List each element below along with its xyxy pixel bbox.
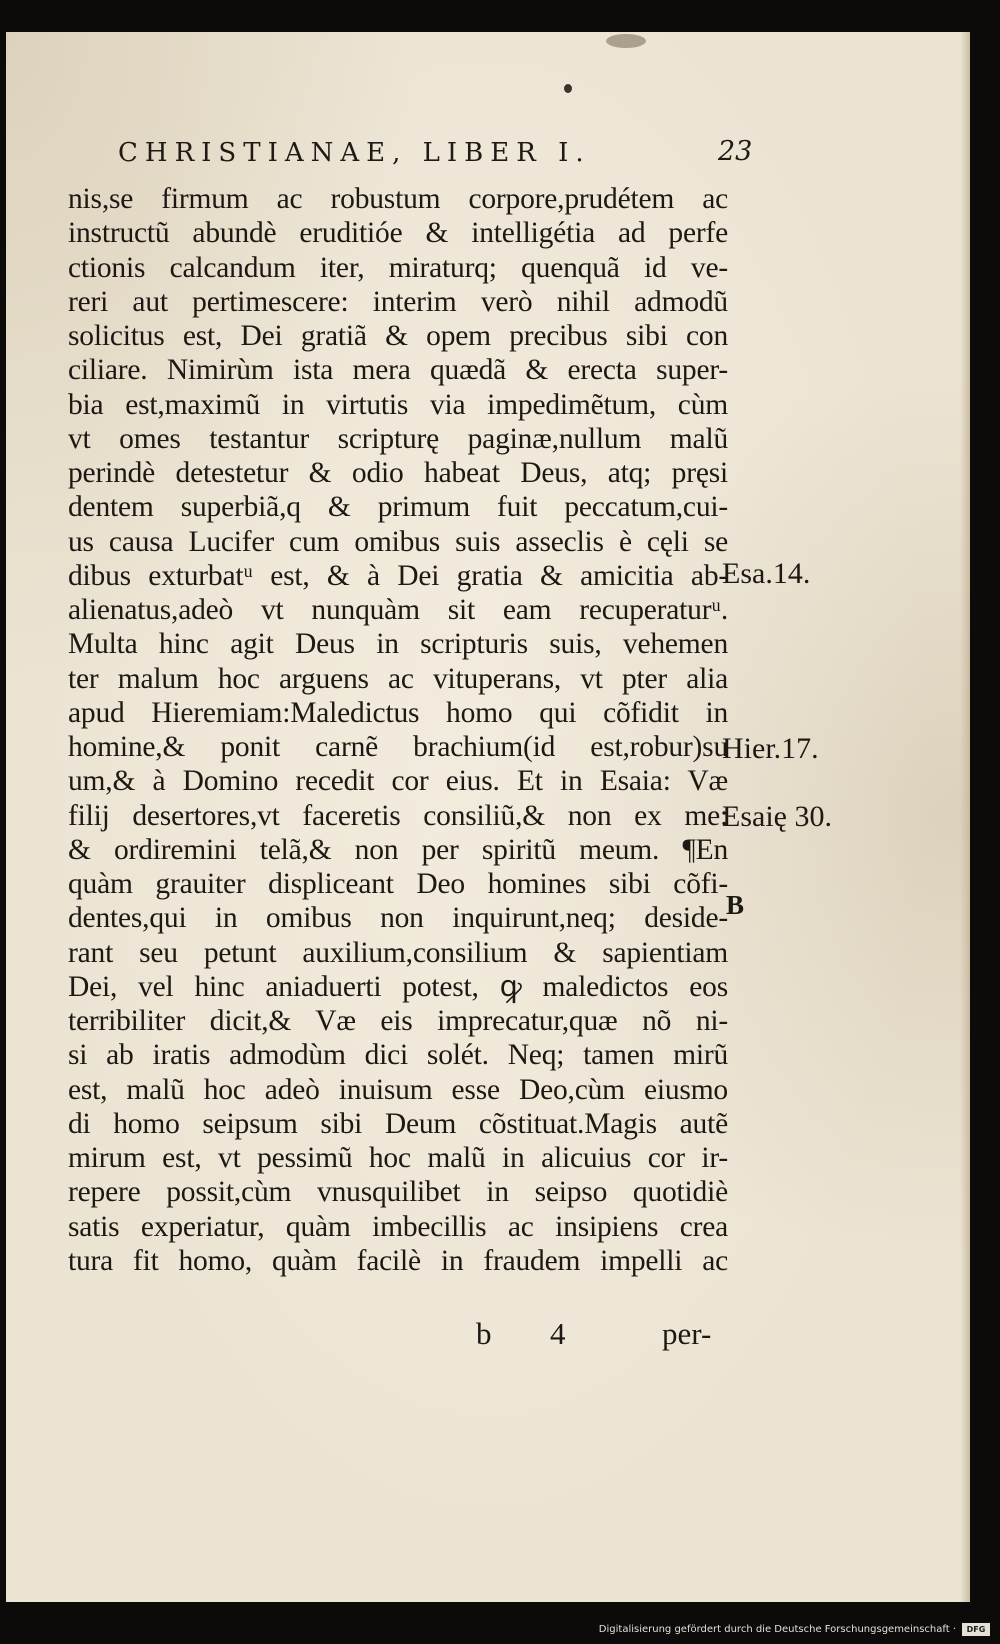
section-marker: B bbox=[726, 890, 745, 920]
text-line: dibus exturbatᵘ est, & à Dei gratia & amicitia ab- bbox=[68, 559, 728, 592]
text-line: bia est,maximũ in virtutis via impedimẽtum, cùm bbox=[68, 388, 728, 421]
text-line: satis experiatur, quàm imbecillis ac insipiens crea bbox=[68, 1210, 728, 1243]
text-line: repere possit,cùm vnusquilibet in seipso quotidiè bbox=[68, 1176, 728, 1209]
text-line: us causa Lucifer cum omibus suis asseclis è cęli se bbox=[68, 525, 728, 558]
running-head: CHRISTIANAE, LIBER I. bbox=[118, 138, 591, 168]
text-line: quàm grauiter displiceant Deo homines sibi cõfi- bbox=[68, 868, 728, 900]
signature-mark: b bbox=[476, 1316, 492, 1351]
text-line: ctionis calcandum iter, miraturq; quenquã id ve- bbox=[68, 251, 728, 284]
page-number: 23 bbox=[718, 136, 753, 167]
text-line: est, malũ hoc adeò inuisum esse Deo,cùm eiusmo bbox=[68, 1073, 728, 1106]
text-line: vt omes testantur scripturę paginæ,nullum malũ bbox=[68, 422, 728, 455]
text-line: di homo seipsum sibi Deum cõstituat.Magis autẽ bbox=[68, 1107, 728, 1140]
text-line: instructũ abundè eruditióe & intelligétia ad perfe bbox=[68, 217, 728, 250]
marginal-note-esaie: Esaię 30. bbox=[722, 800, 832, 833]
text-line: rant seu petunt auxilium,consilium & sapientiam bbox=[68, 936, 728, 969]
text-line: ciliare. Nimirùm ista mera quædã & erecta super- bbox=[68, 354, 728, 387]
catchword: per- bbox=[662, 1316, 712, 1351]
dfg-logo: DFG bbox=[962, 1623, 990, 1636]
marginal-note-hier: Hier.17. bbox=[722, 732, 819, 765]
text-line: mirum est, vt pessimũ hoc malũ in alicuius cor ir- bbox=[68, 1142, 728, 1174]
funding-credit-bar bbox=[0, 1602, 1000, 1644]
text-line: & ordiremini telã,& non per spiritũ meum. ¶En bbox=[68, 833, 728, 866]
text-line: dentem superbiã,q & primum fuit peccatum,cui- bbox=[68, 491, 728, 524]
paper-stain bbox=[606, 34, 646, 48]
body-text bbox=[68, 182, 728, 1278]
text-line: nis,se firmum ac robustum corpore,prudétem ac bbox=[68, 183, 728, 215]
text-line: tura fit homo, quàm facilè in fraudem impelli ac bbox=[68, 1244, 728, 1277]
marginal-note-esa: Esa.14. bbox=[722, 557, 811, 590]
text-line: si ab iratis admodùm dici solét. Neq; tamen mirũ bbox=[68, 1039, 728, 1072]
text-line: solicitus est, Dei gratiã & opem precibus sibi con bbox=[68, 320, 728, 352]
text-line: terribiliter dicit,& Væ eis imprecatur,quæ nõ ni- bbox=[68, 1005, 728, 1037]
text-line: alienatus,adeò vt nunquàm sit eam recuperaturᵘ. bbox=[68, 594, 728, 626]
signature-number: 4 bbox=[550, 1316, 566, 1351]
text-line: Dei, vel hinc aniaduerti potest, ꝙ maledictos eos bbox=[68, 970, 728, 1003]
text-line: reri aut pertimescere: interim verò nihil admodũ bbox=[68, 285, 728, 318]
text-line: filij desertores,vt faceretis consiliũ,& non ex me: bbox=[68, 799, 728, 832]
text-line: apud Hieremiam:Maledictus homo qui cõfidit in bbox=[68, 696, 728, 729]
ink-blot bbox=[564, 84, 572, 93]
text-line: perindè detestetur & odio habeat Deus, atq; pręsi bbox=[68, 457, 728, 489]
funding-credit-text: Digitalisierung gefördert durch die Deutsche Forschungsgemeinschaft · bbox=[598, 1624, 956, 1635]
text-line: ter malum hoc arguens ac vituperans, vt pter alia bbox=[68, 662, 728, 695]
text-line: um,& à Domino recedit cor eius. Et in Esaia: Væ bbox=[68, 765, 728, 798]
book-page bbox=[6, 32, 970, 1602]
text-line: dentes,qui in omibus non inquirunt,neq; deside- bbox=[68, 902, 728, 935]
text-line: homine,& ponit carnẽ brachium(id est,robur)su bbox=[68, 731, 728, 763]
text-line: Multa hinc agit Deus in scripturis suis, vehemen bbox=[68, 628, 728, 661]
